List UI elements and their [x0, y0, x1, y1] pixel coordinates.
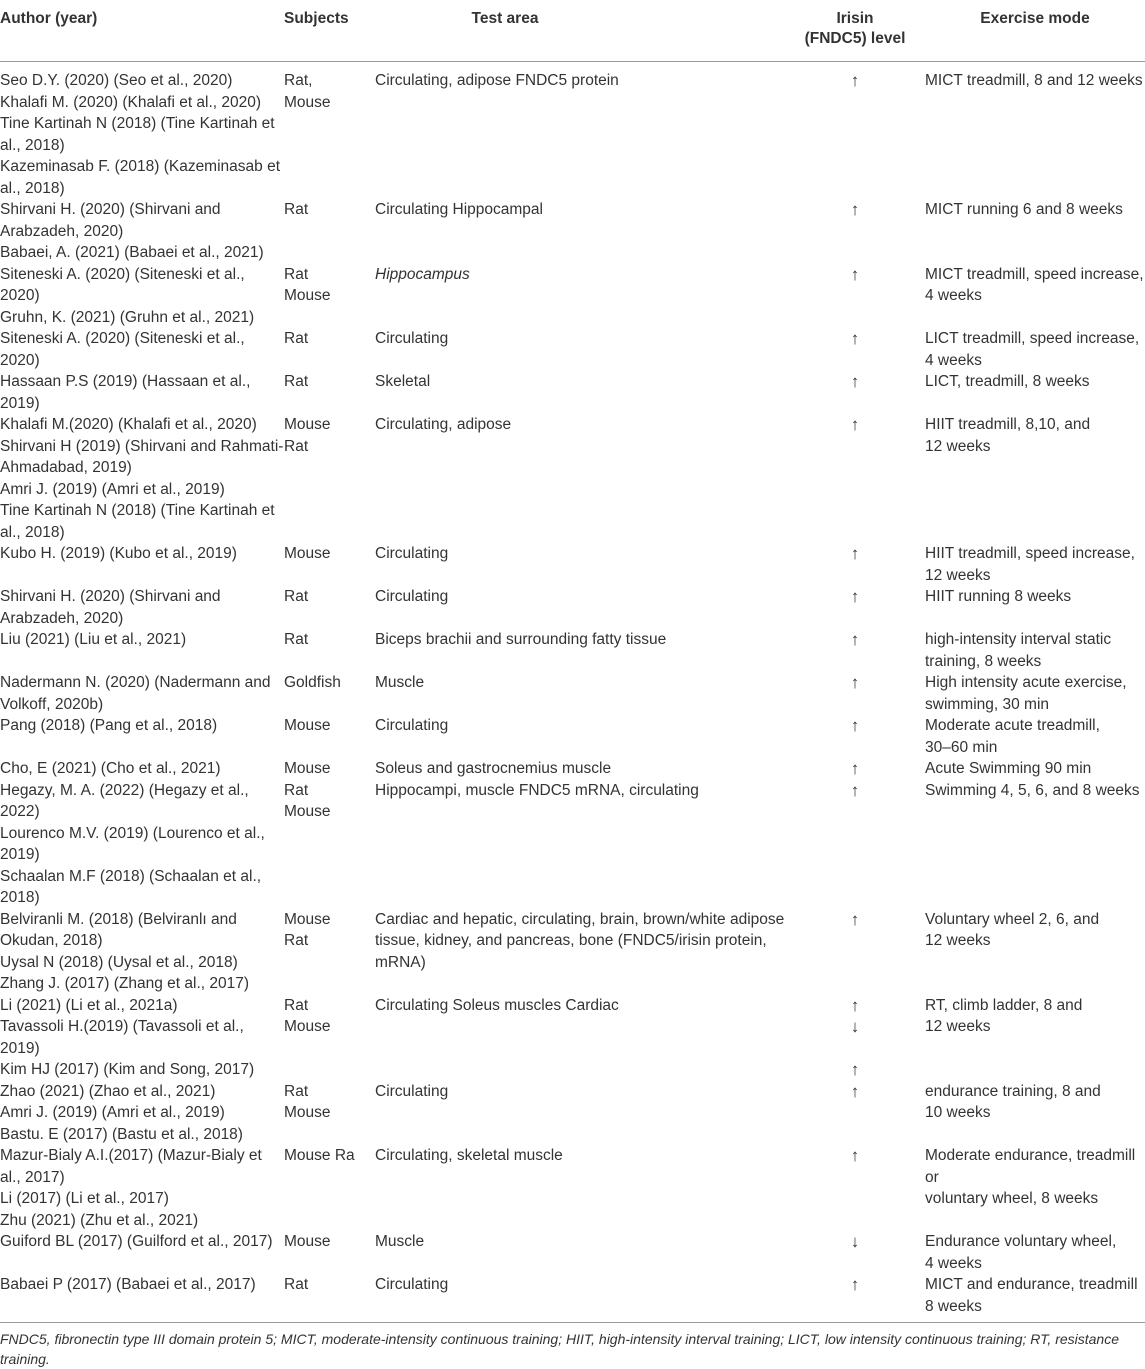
- author-entry: Tavassoli H.(2019) (Tavassoli et al., 2019): [0, 1018, 244, 1057]
- irisin-level-cell: [785, 780, 925, 909]
- exercise-mode-cell: [925, 586, 1145, 629]
- author-cell: [0, 62, 284, 200]
- subjects-cell: [284, 1274, 375, 1317]
- exercise-mode-text: Swimming 4, 5, 6, and 8 weeks: [925, 781, 1140, 799]
- irisin-arrow: [785, 1038, 925, 1060]
- subject-entry: Mouse: [284, 1104, 331, 1121]
- test-area-text: Muscle: [375, 1233, 425, 1250]
- author-entry: Pang (2018) (Pang et al., 2018): [0, 717, 218, 734]
- irisin-arrow: ↓: [850, 1232, 860, 1251]
- irisin-level-cell: [785, 758, 925, 780]
- subjects-cell: [284, 780, 375, 909]
- irisin-arrow: ↑: [850, 587, 860, 606]
- irisin-arrow: ↑: [850, 372, 860, 391]
- subjects-cell: [284, 62, 375, 200]
- author-entry: Khalafi M.(2020) (Khalafi et al., 2020): [0, 416, 257, 433]
- subject-entry: Mouse: [284, 760, 331, 777]
- test-area-cell: [375, 672, 785, 715]
- table-footnote: FNDC5, fibronectin type III domain protein 5; MICT, moderate-intensity continuous training; HIIT, high-intensity interval training; LICT, low intensity continuous training; RT, resistance training.: [0, 1322, 1145, 1369]
- author-entry: Zhao (2021) (Zhao et al., 2021): [0, 1082, 216, 1100]
- irisin-level-cell: [785, 586, 925, 629]
- exercise-mode-cell: [925, 199, 1145, 264]
- irisin-arrow: ↑: [850, 1275, 860, 1294]
- irisin-arrow: ↑: [850, 1146, 860, 1165]
- exercise-mode-text: MICT treadmill, 8 and 12 weeks: [925, 72, 1143, 89]
- table-body: [0, 62, 1145, 1318]
- exercise-mode-cell: [925, 672, 1145, 715]
- table-row: [0, 371, 1145, 414]
- test-area-cell: [375, 995, 785, 1081]
- header-test-area: Test area: [471, 10, 539, 27]
- author-cell: [0, 909, 284, 995]
- irisin-level-cell: [785, 543, 925, 586]
- test-area-cell: [375, 328, 785, 371]
- author-entry: Shirvani H. (2020) (Shirvani and Arabzadeh, 2020): [0, 201, 221, 240]
- irisin-level-cell: [785, 414, 925, 543]
- irisin-level-cell: [785, 909, 925, 995]
- header-irisin-level: Irisin (FNDC5) level: [804, 10, 906, 47]
- exercise-mode-text: MICT running 6 and 8 weeks: [925, 201, 1123, 218]
- table-row: [0, 629, 1145, 672]
- exercise-mode-cell: [925, 1231, 1145, 1274]
- exercise-mode-text: HIIT running 8 weeks: [925, 588, 1072, 605]
- exercise-mode-cell: [925, 543, 1145, 586]
- author-entry: Uysal N (2018) (Uysal et al., 2018): [0, 953, 238, 971]
- irisin-level-cell: [785, 1081, 925, 1146]
- subject-entry: Rat: [284, 1276, 309, 1293]
- subject-entry: Rat: [284, 265, 309, 283]
- test-area-text: Circulating: [375, 588, 449, 605]
- subjects-cell: [284, 1145, 375, 1231]
- exercise-mode-text: HIIT treadmill, speed increase, 12 weeks: [925, 545, 1135, 584]
- subject-entry: Mouse: [284, 1233, 331, 1250]
- exercise-mode-cell: [925, 629, 1145, 672]
- exercise-mode-cell: [925, 264, 1145, 329]
- test-area-text: Circulating Soleus muscles Cardiac: [375, 996, 619, 1014]
- irisin-level-cell: [785, 1145, 925, 1231]
- subjects-cell: [284, 1081, 375, 1146]
- irisin-arrow: ↑: [850, 995, 860, 1015]
- author-cell: [0, 328, 284, 371]
- table-row: [0, 328, 1145, 371]
- author-entry: Mazur-Bialy A.I.(2017) (Mazur-Bialy et al., 2017): [0, 1147, 262, 1186]
- exercise-mode-cell: [925, 328, 1145, 371]
- test-area-text: Soleus and gastrocnemius muscle: [375, 760, 612, 777]
- table-row: [0, 672, 1145, 715]
- test-area-text: Skeletal: [375, 373, 431, 390]
- author-cell: [0, 672, 284, 715]
- exercise-mode-cell: [925, 909, 1145, 995]
- author-entry: Liu (2021) (Liu et al., 2021): [0, 631, 187, 648]
- test-area-text: Circulating Hippocampal: [375, 201, 543, 218]
- exercise-mode-cell: [925, 715, 1145, 758]
- subjects-cell: [284, 371, 375, 414]
- subject-entry: Mouse: [284, 1018, 331, 1035]
- exercise-mode-cell: [925, 414, 1145, 543]
- table-row: [0, 715, 1145, 758]
- author-cell: [0, 629, 284, 672]
- author-entry: Hassaan P.S (2019) (Hassaan et al., 2019): [0, 373, 251, 412]
- exercise-mode-text: Moderate acute treadmill, 30–60 min: [925, 717, 1100, 756]
- author-entry: Siteneski A. (2020) (Siteneski et al., 2020): [0, 265, 245, 304]
- test-area-cell: [375, 629, 785, 672]
- test-area-text: Cardiac and hepatic, circulating, brain, brown/white adipose tissue, kidney, and pancreas, bone (FNDC5/irisin protein, mRNA): [375, 910, 785, 971]
- exercise-mode-text: high-intensity interval static training, 8 weeks: [925, 631, 1112, 670]
- subjects-cell: [284, 543, 375, 586]
- subjects-cell: [284, 264, 375, 329]
- subject-entry: Rat: [284, 330, 309, 347]
- test-area-text: Circulating: [375, 1276, 449, 1293]
- author-cell: [0, 780, 284, 909]
- author-entry: Babaei, A. (2021) (Babaei et al., 2021): [0, 244, 264, 261]
- irisin-arrow: ↑: [850, 780, 860, 800]
- test-area-text: Circulating: [375, 330, 449, 347]
- exercise-mode-text: Endurance voluntary wheel, 4 weeks: [925, 1233, 1117, 1272]
- subject-entry: Goldfish: [284, 674, 341, 691]
- subjects-cell: [284, 586, 375, 629]
- exercise-mode-text: Acute Swimming 90 min: [925, 760, 1092, 777]
- subject-entry: Rat: [284, 201, 309, 218]
- irisin-arrow: ↑: [850, 264, 860, 284]
- table-row: [0, 1231, 1145, 1274]
- author-entry: Kazeminasab F. (2018) (Kazeminasab et al., 2018): [0, 158, 281, 197]
- exercise-mode-cell: [925, 780, 1145, 909]
- author-entry: Nadermann N. (2020) (Nadermann and Volkoff, 2020b): [0, 674, 271, 713]
- irisin-level-cell: [785, 672, 925, 715]
- test-area-text: Circulating, skeletal muscle: [375, 1147, 563, 1164]
- irisin-arrow: ↑: [850, 1081, 860, 1101]
- irisin-level-cell: [785, 1231, 925, 1274]
- irisin-level-cell: [785, 264, 925, 329]
- author-entry: Amri J. (2019) (Amri et al., 2019): [0, 480, 225, 498]
- author-entry: Guiford BL (2017) (Guilford et al., 2017): [0, 1233, 273, 1250]
- author-entry: Tine Kartinah N (2018) (Tine Kartinah et al., 2018): [0, 115, 275, 154]
- irisin-arrow: ↑: [850, 759, 860, 778]
- exercise-mode-text: Moderate endurance, treadmill or voluntary wheel, 8 weeks: [925, 1147, 1136, 1207]
- test-area-text: Biceps brachii and surrounding fatty tissue: [375, 631, 667, 648]
- author-entry: Cho, E (2021) (Cho et al., 2021): [0, 760, 221, 777]
- subject-entry: Rat: [284, 588, 309, 605]
- author-entry: Zhu (2021) (Zhu et al., 2021): [0, 1211, 199, 1229]
- subject-entry: Mouse: [284, 545, 331, 562]
- exercise-mode-text: HIIT treadmill, 8,10, and 12 weeks: [925, 416, 1091, 455]
- exercise-mode-cell: [925, 758, 1145, 780]
- test-area-cell: [375, 371, 785, 414]
- author-entry: Belviranli M. (2018) (Belviranlı and Okudan, 2018): [0, 910, 237, 949]
- subject-entry: Mouse: [284, 910, 331, 928]
- irisin-level-cell: [785, 371, 925, 414]
- irisin-level-cell: [785, 629, 925, 672]
- subjects-cell: [284, 629, 375, 672]
- exercise-mode-cell: [925, 1145, 1145, 1231]
- test-area-cell: [375, 1274, 785, 1317]
- author-cell: [0, 1081, 284, 1146]
- test-area-text: Circulating: [375, 1082, 449, 1100]
- author-entry: Siteneski A. (2020) (Siteneski et al., 2020): [0, 330, 245, 369]
- author-entry: Li (2021) (Li et al., 2021a): [0, 996, 178, 1014]
- subject-entry: Mouse: [284, 803, 331, 820]
- author-cell: [0, 543, 284, 586]
- irisin-arrow: ↑: [850, 544, 860, 563]
- author-cell: [0, 371, 284, 414]
- irisin-level-cell: [785, 62, 925, 200]
- irisin-level-cell: [785, 715, 925, 758]
- test-area-text: Circulating: [375, 717, 449, 734]
- irisin-arrow: ↑: [850, 630, 860, 649]
- subject-entry: Rat: [284, 996, 309, 1014]
- author-entry: Seo D.Y. (2020) (Seo et al., 2020): [0, 72, 233, 89]
- table-row: [0, 1274, 1145, 1317]
- test-area-cell: [375, 758, 785, 780]
- exercise-mode-cell: [925, 1274, 1145, 1317]
- author-cell: [0, 758, 284, 780]
- subjects-cell: [284, 715, 375, 758]
- author-entry: Li (2017) (Li et al., 2017): [0, 1190, 169, 1207]
- author-cell: [0, 199, 284, 264]
- exercise-mode-text: endurance training, 8 and 10 weeks: [925, 1082, 1101, 1121]
- exercise-mode-cell: [925, 371, 1145, 414]
- author-entry: Gruhn, K. (2021) (Gruhn et al., 2021): [0, 308, 255, 326]
- irisin-arrow: ↓: [850, 1017, 860, 1036]
- test-area-cell: [375, 264, 785, 329]
- subject-entry: Mouse: [284, 287, 331, 304]
- test-area-cell: [375, 1081, 785, 1146]
- irisin-level-cell: [785, 995, 925, 1081]
- test-area-text: Muscle: [375, 674, 425, 691]
- subjects-cell: [284, 995, 375, 1081]
- table-row: [0, 543, 1145, 586]
- test-area-cell: [375, 586, 785, 629]
- subject-entry: Mouse Ra: [284, 1147, 355, 1164]
- header-exercise-mode: Exercise mode: [980, 10, 1090, 27]
- test-area-cell: [375, 543, 785, 586]
- table-row: [0, 62, 1145, 200]
- table-row: [0, 199, 1145, 264]
- author-entry: Khalafi M. (2020) (Khalafi et al., 2020): [0, 93, 262, 111]
- test-area-cell: [375, 1231, 785, 1274]
- subject-entry: Mouse: [284, 93, 331, 111]
- exercise-mode-text: Voluntary wheel 2, 6, and 12 weeks: [925, 910, 1100, 949]
- irisin-arrow: ↑: [850, 200, 860, 219]
- subject-entry: Rat: [284, 631, 309, 648]
- irisin-arrow: ↑: [850, 1060, 860, 1079]
- author-cell: [0, 264, 284, 329]
- author-entry: Kim HJ (2017) (Kim and Song, 2017): [0, 1061, 255, 1078]
- subjects-cell: [284, 909, 375, 995]
- subject-entry: Rat,: [284, 72, 313, 89]
- exercise-mode-cell: [925, 1081, 1145, 1146]
- author-cell: [0, 715, 284, 758]
- irisin-level-cell: [785, 1274, 925, 1317]
- subjects-cell: [284, 1231, 375, 1274]
- subjects-cell: [284, 758, 375, 780]
- irisin-arrow: ↑: [850, 673, 860, 692]
- table-row: [0, 264, 1145, 329]
- table-row: [0, 1145, 1145, 1231]
- subjects-cell: [284, 328, 375, 371]
- author-entry: Shirvani H. (2020) (Shirvani and Arabzadeh, 2020): [0, 588, 221, 627]
- test-area-text: Hippocampus: [375, 265, 470, 283]
- author-cell: [0, 586, 284, 629]
- test-area-cell: [375, 414, 785, 543]
- exercise-mode-text: RT, climb ladder, 8 and 12 weeks: [925, 996, 1083, 1035]
- exercise-mode-text: LICT treadmill, speed increase, 4 weeks: [925, 330, 1140, 369]
- irisin-arrow: ↑: [850, 329, 860, 348]
- table-row: [0, 780, 1145, 909]
- exercise-mode-cell: [925, 62, 1145, 200]
- author-cell: [0, 1274, 284, 1317]
- irisin-arrow: ↑: [850, 909, 860, 929]
- table-row: [0, 586, 1145, 629]
- exercise-mode-text: MICT and endurance, treadmill 8 weeks: [925, 1276, 1138, 1315]
- subject-entry: Rat: [284, 1082, 309, 1100]
- table-row: [0, 909, 1145, 995]
- test-area-text: Circulating, adipose FNDC5 protein: [375, 72, 619, 89]
- author-cell: [0, 414, 284, 543]
- table-row: [0, 414, 1145, 543]
- table-header-row: [0, 0, 1145, 62]
- exercise-mode-text: High intensity acute exercise, swimming, 30 min: [925, 674, 1127, 713]
- test-area-cell: [375, 199, 785, 264]
- author-entry: Bastu. E (2017) (Bastu et al., 2018): [0, 1125, 243, 1143]
- irisin-arrow: ↑: [850, 71, 860, 90]
- author-cell: [0, 995, 284, 1081]
- author-entry: Babaei P (2017) (Babaei et al., 2017): [0, 1276, 256, 1293]
- subject-entry: Rat: [284, 932, 309, 949]
- author-entry: Schaalan M.F (2018) (Schaalan et al., 2018): [0, 867, 262, 906]
- subject-entry: Mouse: [284, 717, 331, 734]
- irisin-level-cell: [785, 328, 925, 371]
- author-entry: Hegazy, M. A. (2022) (Hegazy et al., 2022): [0, 781, 249, 820]
- header-author: Author (year): [0, 10, 98, 27]
- author-entry: Kubo H. (2019) (Kubo et al., 2019): [0, 545, 237, 562]
- exercise-mode-text: MICT treadmill, speed increase, 4 weeks: [925, 265, 1144, 304]
- test-area-text: Circulating: [375, 545, 449, 562]
- author-entry: Shirvani H (2019) (Shirvani and Rahmati-Ahmadabad, 2019): [0, 437, 284, 476]
- table-row: [0, 758, 1145, 780]
- irisin-arrow: ↑: [850, 415, 860, 434]
- test-area-cell: [375, 62, 785, 200]
- subjects-cell: [284, 199, 375, 264]
- irisin-level-cell: [785, 199, 925, 264]
- test-area-cell: [375, 715, 785, 758]
- author-entry: Tine Kartinah N (2018) (Tine Kartinah et al., 2018): [0, 502, 275, 541]
- table-row: [0, 995, 1145, 1081]
- irisin-arrow: ↑: [850, 716, 860, 735]
- author-cell: [0, 1145, 284, 1231]
- subject-entry: Rat: [284, 437, 309, 455]
- test-area-cell: [375, 780, 785, 909]
- test-area-text: Hippocampi, muscle FNDC5 mRNA, circulating: [375, 781, 699, 799]
- subject-entry: Mouse: [284, 416, 331, 433]
- header-subjects: Subjects: [284, 10, 349, 27]
- author-cell: [0, 1231, 284, 1274]
- exercise-mode-text: LICT, treadmill, 8 weeks: [925, 373, 1090, 390]
- author-entry: Lourenco M.V. (2019) (Lourenco et al., 2019): [0, 824, 265, 863]
- subjects-cell: [284, 672, 375, 715]
- test-area-cell: [375, 909, 785, 995]
- exercise-mode-cell: [925, 995, 1145, 1081]
- test-area-text: Circulating, adipose: [375, 416, 512, 433]
- test-area-cell: [375, 1145, 785, 1231]
- subject-entry: Rat: [284, 373, 309, 390]
- table-row: [0, 1081, 1145, 1146]
- author-entry: Amri J. (2019) (Amri et al., 2019): [0, 1104, 225, 1121]
- subject-entry: Rat: [284, 781, 309, 799]
- author-entry: Zhang J. (2017) (Zhang et al., 2017): [0, 975, 250, 992]
- subjects-cell: [284, 414, 375, 543]
